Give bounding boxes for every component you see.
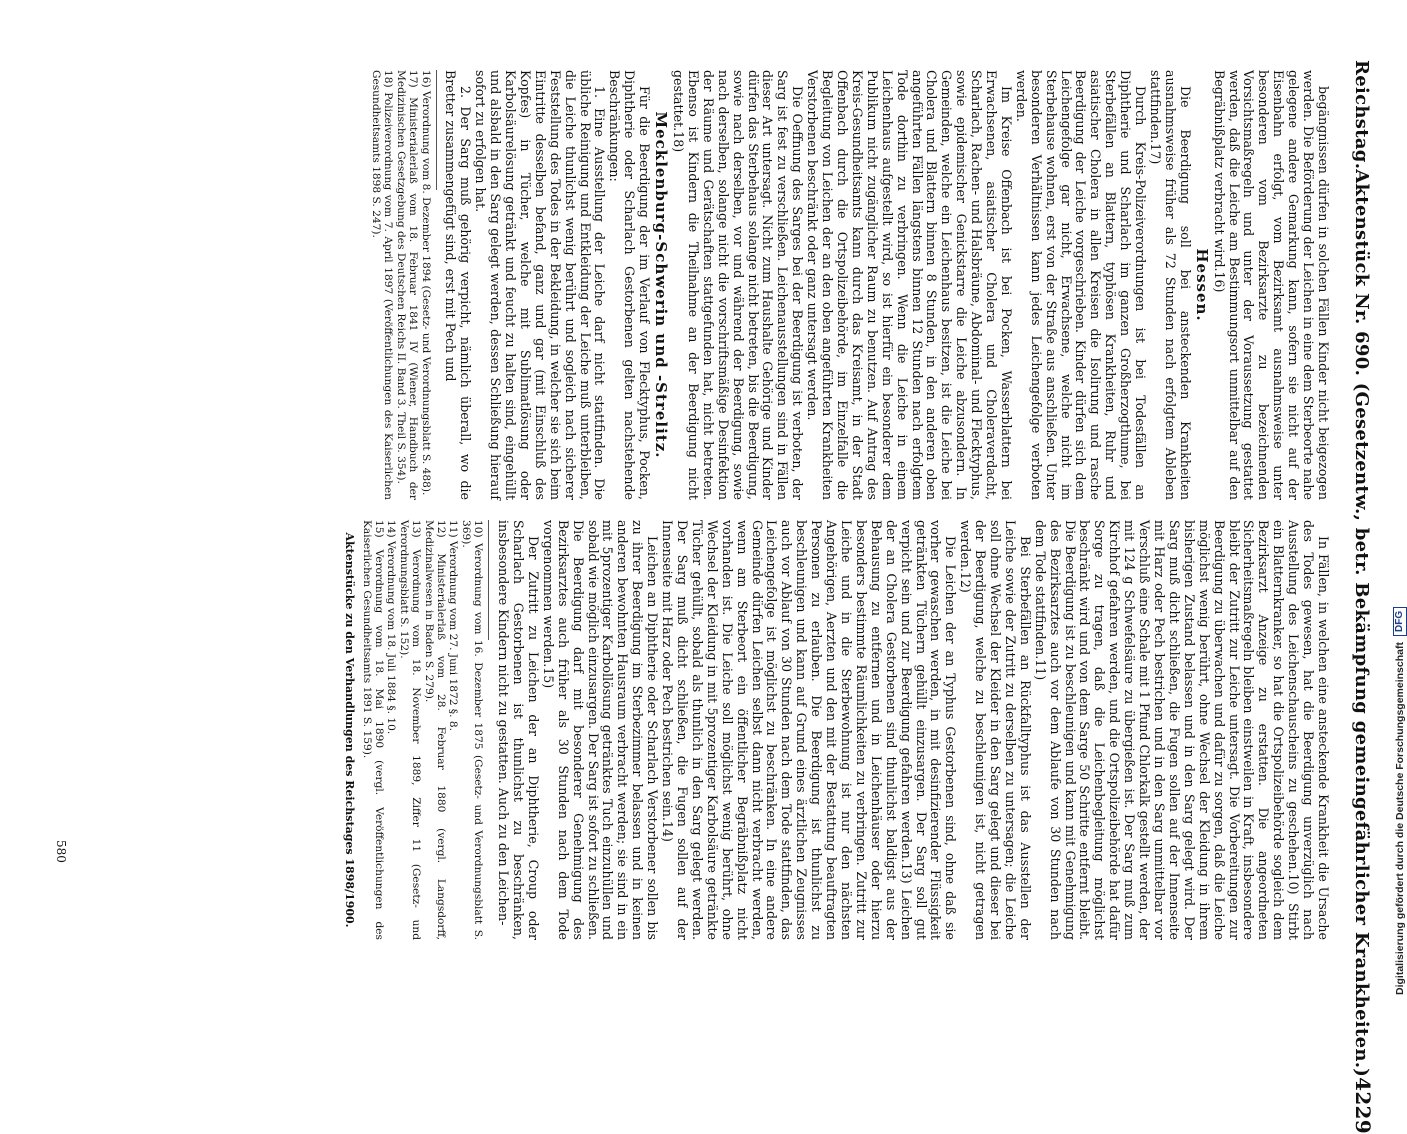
footnote: 15) Verordnung vom 18. Mai 1890 (vergl. Veröffentlichungen des Kaiserlichen Gesundheitsamts 1891 S. 159). <box>360 520 385 940</box>
paragraph: Die Oeffnung des Sarges bei der Beerdigung ist verboten, der Sarg ist fest zu verschließen. Leichenausstellungen sind in Fällen dieser Art untersagt. Nicht zum Haushalte Gehörige und Kinder dürfen das Sterbehaus solange nicht betreten, bis die Beerdigung, sowie nach derselben, vor und während der Beerdigung, sowie nach derselben, solange nicht die vorschriftsmäßige Desinfektion der Räume und Gerätschaften stattgefunden hat, nicht betreten. Ebenso ist Kindern die Theilnahme an der Beerdigung nicht gestattet.18) <box>671 70 806 500</box>
paragraph: In Fällen, in welchen eine ansteckende Krankheit die Ursache des Todes gewesen, hat die Beerdigung unverzüglich nach Ausstellung des Leichenschauscheins zu geschehen.10) Stirbt ein Blatternkranker, so hat die Ortspolizeibehörde sogleich dem Bezirksarzt Anzeige zu erstatten. Die angeordneten Sicherheitsmaßregeln bleiben einstweilen in Kraft, insbesondere bleibt der Zutritt zur Leiche untersagt. Die Vorbereitungen zur Beerdigung zu überwachen und dafür zu sorgen, daß die Leiche möglichst wenig berührt, ohne Wechsel der Kleidung in ihrem bisherigen Zustand belassen und in den Sarg gelegt wird. Der Sarg muß dicht schließen, die Fugen sollen auf der Innenseite mit Harz oder Pech bestrichen und in den Sarg unmittelbar vor Verschluß eine Schale mit 1 Pfund Chlorkalk gestellt werden, der mit 124 g Schwefelsäure zu übergießen ist. Der Sarg muß zum Kirchhof gefahren werden, und die Ortspolizeibehörde hat dafür Sorge zu tragen, daß die Leichenbegleitung möglichst beschränkt wird und von dem Sarge 50 Schritte entfernt bleibt. Die Beerdigung ist zu beschleunigen und kann mit Genehmigung des Bezirksarztes auch vor dem Ablaufe von 30 Stunden nach dem Tode stattfinden.11) <box>1032 520 1331 940</box>
paragraph: begängnissen dürfen in solchen Fällen Kinder nicht beigezogen werden. Die Beförderung der Leichen in eine dem Sterbeorte nahe gelegene andere Gemarkung kann, sofern sie nicht auf der Eisenbahn erfolgt, vom Bezirksamt ausnahmsweise unter besonderen vom Bezirksarzte zu bezeichnenden Vorsichtsmaßregeln und unter der Voraussetzung gestattet werden, daß die Leiche am Bestimmungsort unmittelbar auf den Begräbnißplatz verbracht wird.16) <box>1211 70 1331 500</box>
running-header <box>1351 60 1375 1134</box>
column-left <box>341 520 1330 940</box>
footnote: 16) Verordnung vom 8. Dezember 1894 (Gesetz- und Verordnungsblatt S. 488). <box>419 70 432 496</box>
paragraph: Leichen an Diphtherie oder Scharlach Verstorbener sollen bis zu ihrer Beerdigung im Sterbezimmer belassen und in keinen anderen bewohnten Hausraum verbracht werden; sie sind in ein mit 5prozentiger Karbollösung getränktes Tuch einzuhüllen und sobald wie möglich einzusargen. Der Sarg ist sofort zu schließen. Die Beerdigung darf mit besonderer Genehmigung des Bezirksarztes auch früher als 30 Stunden nach dem Tode vorgenommen werden.15) <box>540 520 661 940</box>
footnote: 14) Verordnung vom 18. Juli 1884 §. 10. <box>385 520 398 735</box>
header-left: Reichstag. <box>1351 60 1372 170</box>
paragraph: Für die Beerdigung der im Verlauf von Flecktyphus, Pocken, Diphtherie oder Scharlach Gestorbenen gelten nachstehende Beschränkungen: <box>607 70 653 500</box>
footnote-rule <box>488 520 489 640</box>
footnote: 18) Polizeiverordnung vom 7. April 1897 (Veröffentlichungen des Kaiserlichen Gesundheitsamts 1898 S. 247). <box>369 70 395 500</box>
footnote: 13) Verordnung vom 18. November 1889, Ziffer 11 (Gesetz- und Verordnungsblatt S. 152). <box>397 520 423 940</box>
paragraph: Der Zutritt zu Leichen der an Diphtherie, Croup oder Scharlach Gestorbenen ist thunlichst zu beschränken, insbesondere Kindern nicht zu gestatten. Auch zu den Leichen- <box>496 520 541 940</box>
stamp-text: Digitalisierung gefördert durch die Deutsche Forschungsgemeinschaft <box>1394 642 1406 995</box>
paragraph: Die Beerdigung soll bei ansteckenden Krankheiten ausnahmsweise früher als 72 Stunden nach erfolgtem Ableben stattfinden.17) <box>1148 70 1193 500</box>
bottom-page-number: 580 <box>54 840 68 863</box>
paragraph: 1. Eine Ausstellung der Leiche darf nicht stattfinden. Die übliche Reinigung und Entkleidung der Leiche muß unterbleiben, die Leiche thunlichst wenig berührt und sogleich nach sicherer Feststellung des Todes in der Bekleidung, in welcher sie sich beim Eintritte desselben befand, ganz und gar (mit Einschluß des Kopfes) in Tücher, welche mit Sublimatlösung oder Karbolsäurelösung getränkt und feucht zu halten sind, eingehüllt und alsbald in den Sarg gelegt werden, dessen Schließung hierauf sofort zu erfolgen hat. <box>473 70 608 500</box>
paragraph: Bei Sterbefällen an Rückfalltyphus ist das Ausstellen der Leiche sowie der Zutritt zu derselben zu untersagen; die Leiche soll ohne Wechsel der Kleider in den Sarg gelegt und dieser bei der Beerdigung, welche zu beschleunigen ist, nicht getragen werden.12) <box>958 520 1033 940</box>
page-number: 4229 <box>1351 1077 1375 1134</box>
section-heading-mecklenburg: Mecklenburg-Schwerin und -Strelitz. <box>652 111 671 459</box>
paragraph: Im Kreise Offenbach ist bei Pocken, Wasserblattern bei Erwachsenen, asiatischer Cholera und Choleraverdacht, Scharlach, Rachen- und Halsbräune, Abdominal- und Flecktyphus, sowie epidemischer Genickstarre die Leiche abzusondern. In Gemeinden, welche ein Leichenhaus besitzen, ist die Leiche bei Cholera und Blattern binnen 8 Stunden, in den anderen oben angeführten Fällen längstens binnen 12 Stunden nach erfolgtem Tode dorthin zu verbringen. Wenn die Leiche in einem Leichenhaus aufgestellt wird, so ist hierfür ein besonderer dem Publikum nicht zugänglicher Raum zu benutzen. Auf Antrag des Kreis-Gesundheitsamts kann durch das Kreisamt, in der Stadt Offenbach durch die Ortspolizeibehörde, im Einzelfalle die Begleitung von Leichen der an den oben angeführten Krankheiten Verstorbenen beschränkt oder ganz untersagt werden. <box>805 70 1014 500</box>
column-right <box>370 70 1331 500</box>
document-signature: Aktenstücke zu den Verhandlungen des Reichstages 1898/1900. <box>343 532 357 928</box>
dfg-logo-icon: DFG <box>1393 607 1407 636</box>
footnote: 12) Ministerialerlaß vom 28. Februar 1880 (vergl. Langsdorff, Medizinalwesen in Baden S. 279). <box>422 520 448 940</box>
footnote-rule <box>436 70 437 190</box>
scanned-page <box>40 0 1375 1134</box>
header-title: Aktenstück Nr. 690. (Gesetzentw., betr. Bekämpfung gemeingefährlicher Krankheiten.) <box>1351 169 1372 1078</box>
paragraph: 2. Der Sarg muß gehörig verpicht, nämlich überall, wo die Bretter zusammengefügt sind, erst mit Pech und <box>443 70 474 500</box>
footnote: 17) Ministerialerlaß vom 18. Februar 1841 IV (Wiener, Handbuch der Medizinischen Gesetzgebung des Deutschen Reichs II. Band 3. Theil S. 354). <box>394 70 420 500</box>
paragraph: Die Leichen der an Typhus Gestorbenen sind, ohne daß sie vorher gewaschen werden, in mit desinfizierender Flüssigkeit getränkten Tüchern gehüllt einzusargen. Der Sarg soll gut verpicht sein und zur Beerdigung gefahren werden.13) Leichen der an Cholera Gestorbenen sind thunlichst baldigst aus der Behausung zu entfernen und in Leichenhäuser oder hierzu besonders bestimmte Räumlichkeiten zu verbringen. Zutritt zur Leiche und in die Sterbewohnung ist nur den nächsten Angehörigen, Aerzten und den mit der Bestattung beauftragten Personen zu erlauben. Die Beerdigung ist thunlichst zu beschleunigen und kann auf Grund eines ärztlichen Zeugnisses auch vor Ablauf von 30 Stunden nach dem Tode stattfinden, das Leichengefolge ist möglichst zu beschränken. In eine andere Gemeinde dürfen Leichen selbst dann nicht verbracht werden, wenn am Sterbeort ein öffentlicher Begräbnißplatz nicht vorhanden ist. Die Leiche soll möglichst wenig berührt, ohne Wechsel der Kleidung in mit 5prozentiger Karbolsäure getränkte Tücher gehüllt, sobald als thunlich in den Sarg gelegt werden. Der Sarg muß dicht schließen, die Fugen sollen auf der Innenseite mit Harz oder Pech bestrichen sein.14) <box>660 520 959 940</box>
footnote: 11) Verordnung vom 27. Juni 1872 §. 8. <box>447 520 460 731</box>
paragraph: Durch Kreis-Polizeiverordnungen ist bei Todesfällen an Diphtherie und Scharlach im ganzen Großherzogthume, bei Sterbefällen an Blattern, typhösen Krankheiten, Ruhr und asiatischer Cholera in allen Kreisen die Isolirung und rasche Beerdigung der Leiche vorgeschrieben. Kinder dürfen sich dem Leichengefolge gar nicht, Erwachsene, welche nicht im Sterbehause wohnen, erst von der Straße aus anschließen. Unter besonderen Verhältnissen kann jedes Leichengefolge verboten werden. <box>1013 70 1149 500</box>
section-heading-hessen: Hessen. <box>1192 248 1211 322</box>
footnote: 10) Verordnung vom 16. Dezember 1875 (Gesetz- und Verordnungsblatt S. 369). <box>459 520 485 940</box>
funding-stamp <box>1393 607 1407 995</box>
